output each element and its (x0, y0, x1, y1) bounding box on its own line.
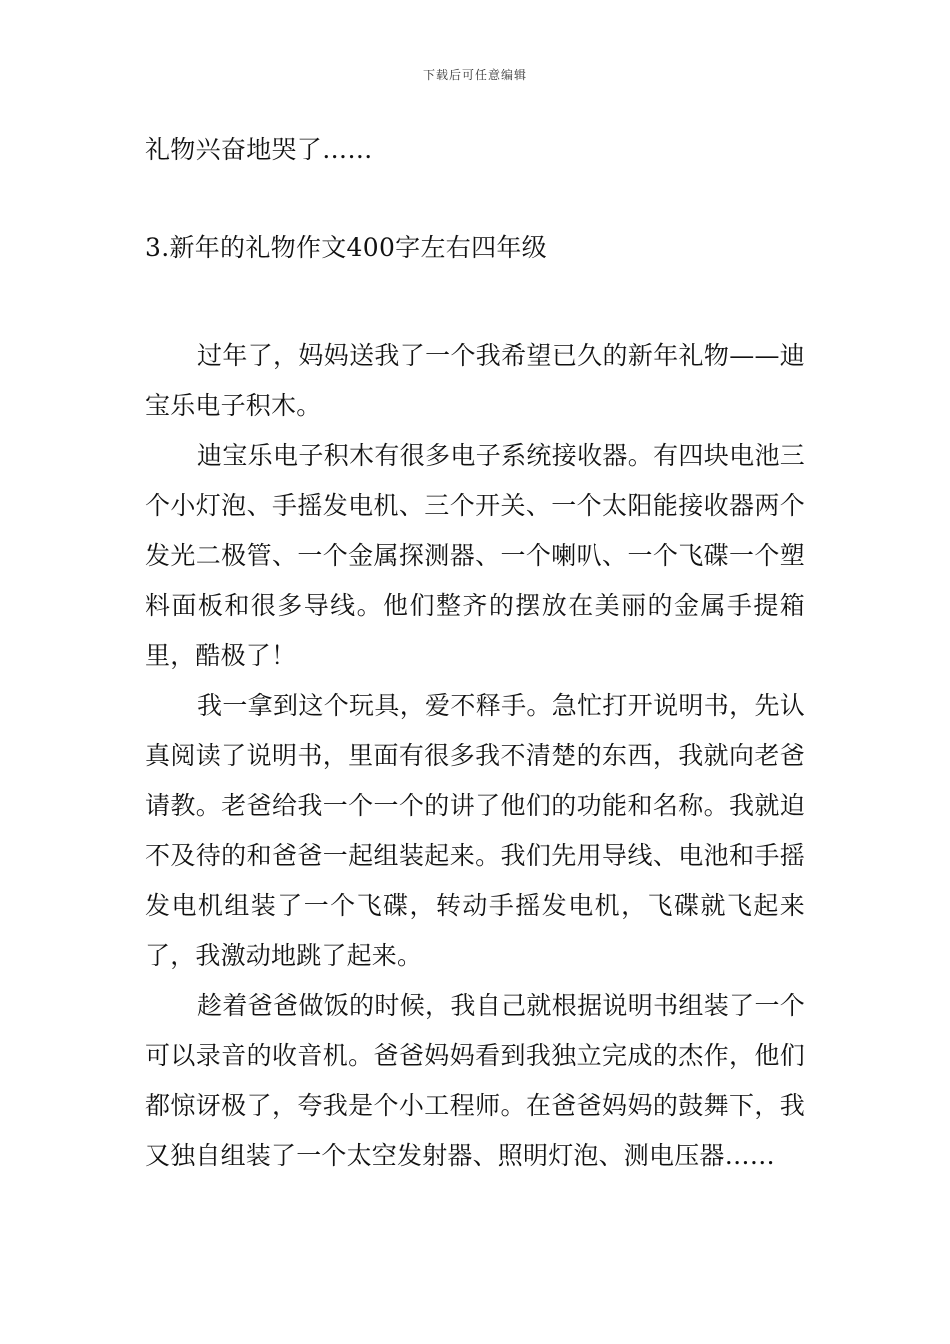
paragraph-4: 趁着爸爸做饭的时候，我自己就根据说明书组装了一个可以录音的收音机。爸爸妈妈看到我独立完成的杰作，他们都惊讶极了，夸我是个小工程师。在爸爸妈妈的鼓舞下，我又独自组装了一个太空发射器、照明灯泡、测电压器…… (145, 991, 805, 1170)
paragraph-3: 我一拿到这个玩具，爱不释手。急忙打开说明书，先认真阅读了说明书，里面有很多我不清楚的东西，我就向老爸请教。老爸给我一个一个的讲了他们的功能和名称。我就迫不及待的和爸爸一起组装起来。我们先用导线、电池和手摇发电机组装了一个飞碟，转动手摇发电机，飞碟就飞起来了，我激动地跳了起来。 (145, 691, 805, 970)
section-heading: 3.新年的礼物作文400字左右四年级 (145, 233, 547, 262)
paragraph-1: 过年了，妈妈送我了一个我希望已久的新年礼物——迪宝乐电子积木。 (145, 341, 805, 420)
paragraph-2: 迪宝乐电子积木有很多电子系统接收器。有四块电池三个小灯泡、手摇发电机、三个开关、一个太阳能接收器两个发光二极管、一个金属探测器、一个喇叭、一个飞碟一个塑料面板和很多导线。他们整齐的摆放在美丽的金属手提箱里，酷极了！ (145, 441, 805, 670)
page-header-note: 下载后可任意编辑 (422, 68, 527, 82)
essay-body (145, 331, 805, 1181)
continuation-line: 礼物兴奋地哭了…… (145, 135, 373, 164)
